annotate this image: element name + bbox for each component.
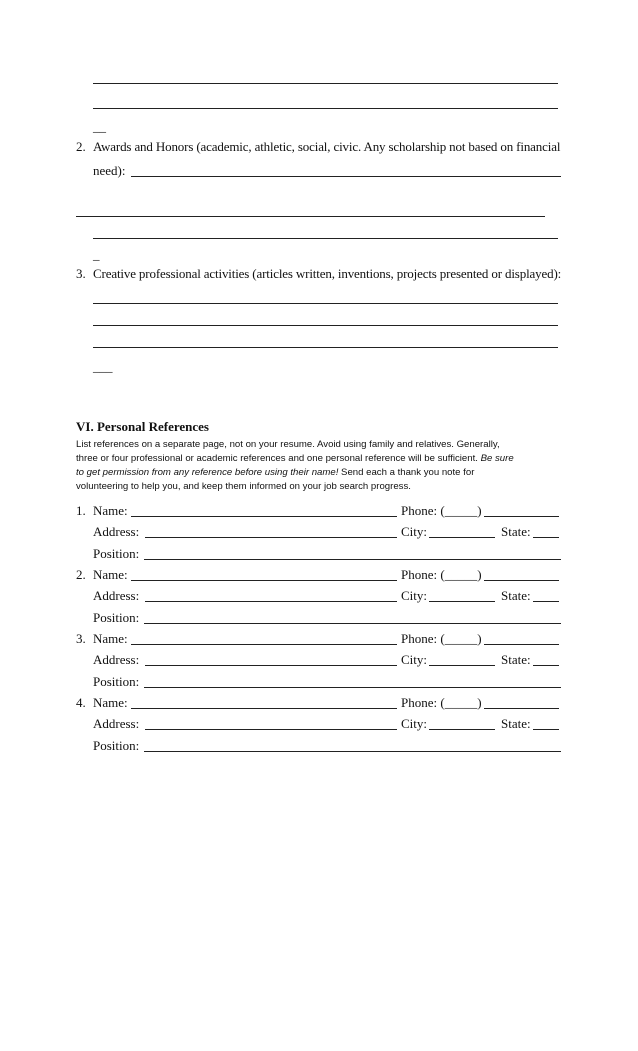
name-field[interactable] [131,516,397,517]
address-field[interactable] [145,665,397,666]
state-field[interactable] [533,665,559,666]
phone-label: Phone: (_____) [401,695,482,710]
position-label: Position: [93,738,140,753]
creative-answer-line[interactable] [93,325,558,326]
city-label: City: [401,524,428,539]
answer-line[interactable] [93,108,558,109]
city-field[interactable] [429,537,495,538]
position-field[interactable] [144,559,561,560]
reference-number: 1. [76,503,86,518]
city-field[interactable] [429,665,495,666]
awards-answer-tail: _ [93,247,100,262]
name-label: Name: [93,695,128,710]
phone-label: Phone: (_____) [401,503,482,518]
address-label: Address: [93,524,140,539]
awards-question-line1: Awards and Honors (academic, athletic, social, civic. Any scholarship not based on financial [93,139,561,154]
phone-label: Phone: (_____) [401,567,482,582]
intro-line-4: volunteering to help you, and keep them informed on your job search progress. [76,481,411,492]
position-label: Position: [93,546,140,561]
position-label: Position: [93,610,140,625]
position-field[interactable] [144,751,561,752]
name-label: Name: [93,631,128,646]
intro-line-3-emphasis: to get permission from any reference before using their name! [76,467,339,478]
state-label: State: [501,652,531,667]
awards-question-line2: need): [93,163,126,178]
position-field[interactable] [144,623,561,624]
creative-answer-tail: ___ [93,359,113,374]
city-label: City: [401,588,428,603]
name-label: Name: [93,567,128,582]
address-field[interactable] [145,537,397,538]
phone-label: Phone: (_____) [401,631,482,646]
reference-entry [0,567,638,631]
name-label: Name: [93,503,128,518]
awards-answer-line[interactable] [93,238,558,239]
intro-line-3-plain: Send each a thank you note for [338,467,475,478]
city-field[interactable] [429,729,495,730]
state-label: State: [501,588,531,603]
position-field[interactable] [144,687,561,688]
state-field[interactable] [533,601,559,602]
reference-number: 4. [76,695,86,710]
intro-line-1: List references on a separate page, not on your resume. Avoid using family and relatives. Generally, [76,439,500,450]
state-field[interactable] [533,537,559,538]
intro-line-2-emphasis: Be sure [480,453,514,464]
answer-line-tail: __ [93,119,106,134]
city-label: City: [401,716,428,731]
position-label: Position: [93,674,140,689]
phone-field[interactable] [484,644,559,645]
item-number-awards: 2. [76,139,86,154]
address-label: Address: [93,716,140,731]
city-label: City: [401,652,428,667]
creative-answer-line[interactable] [93,303,558,304]
reference-entry [0,631,638,695]
state-label: State: [501,524,531,539]
state-label: State: [501,716,531,731]
name-field[interactable] [131,708,397,709]
creative-answer-line[interactable] [93,347,558,348]
reference-number: 2. [76,567,86,582]
address-field[interactable] [145,729,397,730]
phone-field[interactable] [484,516,559,517]
awards-answer-line[interactable] [131,176,561,177]
reference-entry [0,503,638,567]
intro-line-2-plain: three or four professional or academic references and one personal reference will be sufficient. [76,453,481,464]
awards-answer-line[interactable] [76,216,545,217]
address-label: Address: [93,588,140,603]
phone-field[interactable] [484,580,559,581]
reference-number: 3. [76,631,86,646]
city-field[interactable] [429,601,495,602]
name-field[interactable] [131,580,397,581]
creative-question: Creative professional activities (articles written, inventions, projects presented or displayed): [93,266,562,281]
state-field[interactable] [533,729,559,730]
phone-field[interactable] [484,708,559,709]
answer-line[interactable] [93,83,558,84]
address-field[interactable] [145,601,397,602]
name-field[interactable] [131,644,397,645]
item-number-creative: 3. [76,266,86,281]
address-label: Address: [93,652,140,667]
section-heading: VI. Personal References [76,419,209,434]
reference-entry [0,695,638,759]
